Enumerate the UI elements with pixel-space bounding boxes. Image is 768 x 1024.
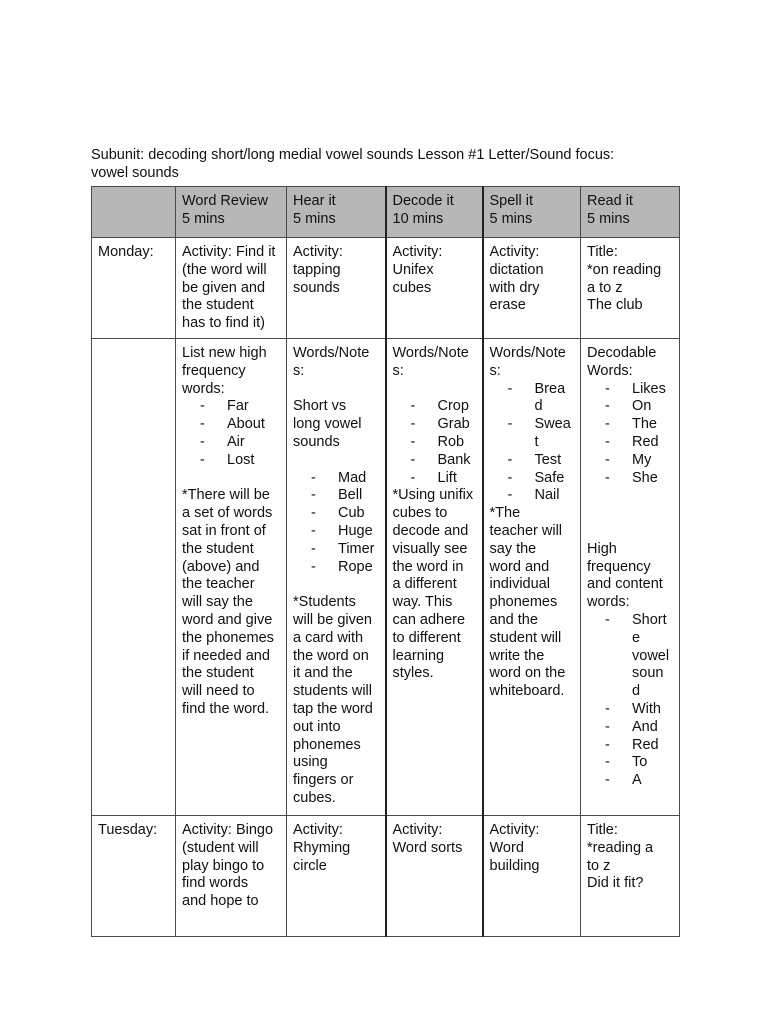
list-item-text: Bank <box>437 451 471 468</box>
word-list <box>293 470 379 577</box>
blank-line <box>587 487 673 505</box>
list-item <box>411 434 476 452</box>
list-item-text: The <box>632 416 657 433</box>
dash-marker: - <box>507 416 513 433</box>
word-list <box>393 398 476 487</box>
dash-marker: - <box>311 505 316 522</box>
note-paragraph: *There will be a set of words sat in front of the student (above) and the teacher will say the word and give the phonemes if needed and the student will need to find the word. <box>182 487 274 717</box>
list-item-text: She <box>632 469 658 486</box>
day-label-notes <box>92 339 176 816</box>
dash-marker: - <box>200 433 205 450</box>
list-item-text: Huge <box>338 522 373 539</box>
list-item-text: Lost <box>227 451 255 468</box>
list-item-text: Test <box>534 451 562 468</box>
list-item <box>508 381 575 417</box>
dash-marker: - <box>200 416 205 433</box>
list-item <box>605 772 673 790</box>
dash-marker: - <box>605 754 610 771</box>
list-item <box>411 452 476 470</box>
day-label-monday: Monday: <box>92 238 176 339</box>
word-list <box>182 398 280 469</box>
list-item-text: Safe <box>534 469 565 486</box>
list-item <box>311 470 379 488</box>
list-item-text: Cub <box>338 505 365 522</box>
header-hear-it: Hear it 5 mins <box>287 187 386 238</box>
list-item-text: Crop <box>437 398 469 415</box>
dash-marker: - <box>410 416 416 433</box>
list-item-text: Grab <box>437 416 470 433</box>
tuesday-decode-it-cell: Activity: Word sorts <box>386 816 483 937</box>
list-item <box>200 398 280 416</box>
monday-decode-it-cell: Activity: Unifex cubes <box>386 238 483 339</box>
corner-header-cell <box>92 187 176 238</box>
monday-read-it-cell: Title: *on reading a to z The club <box>581 238 680 339</box>
note-paragraph: *The teacher will say the word and individual phonemes and the student will write the word on the whiteboard. <box>489 505 566 700</box>
list-item-text: On <box>632 398 652 415</box>
notes-hear-it-cell <box>287 339 386 816</box>
dash-marker: - <box>200 451 205 468</box>
dash-marker: - <box>605 416 610 433</box>
list-item <box>311 541 379 559</box>
list-item-text: About <box>227 416 265 433</box>
note-paragraph: *Using unifix cubes to decode and visually see the word in a different way. This can adhere to different learning styles. <box>392 487 474 682</box>
list-item-text: With <box>632 700 661 717</box>
list-item-text: Bell <box>338 487 363 504</box>
blank-line <box>393 381 476 399</box>
list-item <box>605 754 673 772</box>
dash-marker: - <box>605 718 610 735</box>
dash-marker: - <box>605 398 610 415</box>
dash-marker: - <box>507 469 513 486</box>
list-item-text: And <box>632 718 658 735</box>
word-list <box>587 612 673 790</box>
list-item-text: Lift <box>437 469 457 486</box>
list-item <box>605 701 673 719</box>
header-row <box>92 187 680 238</box>
dash-marker: - <box>311 522 316 539</box>
blank-line <box>293 381 379 399</box>
word-list <box>587 381 673 488</box>
list-item-text: My <box>632 451 652 468</box>
monday-word-review-cell: Activity: Find it (the word will be given and the student has to find it) <box>176 238 287 339</box>
dash-marker: - <box>605 611 610 628</box>
list-item <box>605 719 673 737</box>
tuesday-hear-it-cell: Activity: Rhyming circle <box>287 816 386 937</box>
day-label-tuesday: Tuesday: <box>92 816 176 937</box>
blank-line <box>587 523 673 541</box>
list-item <box>508 487 575 505</box>
list-item <box>200 416 280 434</box>
dash-marker: - <box>410 469 416 486</box>
lesson-label: Lesson #1 <box>417 147 485 163</box>
tuesday-spell-it-cell: Activity: Word building <box>483 816 581 937</box>
word-list <box>490 381 575 506</box>
dash-marker: - <box>605 736 610 753</box>
list-item-text: Red <box>632 433 659 450</box>
notes-decode-it-cell <box>386 339 483 816</box>
notes-read-it-cell <box>581 339 680 816</box>
focus-continuation: vowel sounds <box>91 164 179 181</box>
header-read-it: Read it 5 mins <box>581 187 680 238</box>
note-paragraph: Decodable Words: <box>587 345 657 379</box>
blank-line <box>293 576 379 594</box>
lesson-plan-table <box>91 186 680 937</box>
list-item-text: Mad <box>338 469 367 486</box>
list-item-text: Swea t <box>534 416 571 450</box>
list-item-text: Brea d <box>534 380 566 415</box>
list-item <box>605 398 673 416</box>
tuesday-row <box>92 816 680 937</box>
list-item-text: Short e vowel soun d <box>632 611 670 700</box>
monday-spell-it-cell: Activity: dictation with dry erase <box>483 238 581 339</box>
dash-marker: - <box>311 487 316 504</box>
notes-row <box>92 339 680 816</box>
list-item-text: Timer <box>338 540 375 557</box>
notes-spell-it-cell <box>483 339 581 816</box>
list-item <box>605 452 673 470</box>
focus-label: Letter/Sound focus: <box>488 147 615 163</box>
dash-marker: - <box>605 380 610 397</box>
dash-marker: - <box>410 433 416 450</box>
note-paragraph: High frequency and content words: <box>587 540 663 611</box>
list-item <box>311 487 379 505</box>
blank-line <box>293 452 379 470</box>
list-item <box>605 612 673 701</box>
list-item-text: Likes <box>632 380 666 397</box>
monday-row <box>92 238 680 339</box>
note-paragraph: Words/Note s: <box>293 345 370 379</box>
note-paragraph: *Students will be given a card with the word on it and the students will tap the word out into phonemes using fingers or cubes. <box>293 594 373 806</box>
dash-marker: - <box>605 433 610 450</box>
dash-marker: - <box>410 451 416 468</box>
list-item <box>411 470 476 488</box>
note-paragraph: Words/Note s: <box>392 345 469 379</box>
dash-marker: - <box>507 380 513 397</box>
list-item <box>311 523 379 541</box>
list-item <box>200 434 280 452</box>
dash-marker: - <box>605 451 610 468</box>
dash-marker: - <box>605 469 610 486</box>
header-word-review: Word Review 5 mins <box>176 187 287 238</box>
dash-marker: - <box>410 398 416 415</box>
list-item <box>311 505 379 523</box>
dash-marker: - <box>605 700 610 717</box>
note-paragraph: Words/Note s: <box>489 345 566 379</box>
dash-marker: - <box>507 487 513 504</box>
subunit-label: Subunit: decoding short/long medial vowel sounds <box>91 147 414 163</box>
blank-line <box>182 470 280 488</box>
dash-marker: - <box>200 398 205 415</box>
list-item <box>508 452 575 470</box>
list-item-text: Nail <box>534 487 560 504</box>
list-item <box>508 416 575 452</box>
list-item-text: Red <box>632 736 659 753</box>
list-item <box>605 381 673 399</box>
list-item <box>605 470 673 488</box>
list-item <box>200 452 280 470</box>
list-item <box>311 559 379 577</box>
header-spell-it: Spell it 5 mins <box>483 187 581 238</box>
list-item-text: To <box>632 754 648 771</box>
list-item <box>605 434 673 452</box>
notes-word-review-cell <box>176 339 287 816</box>
tuesday-read-it-cell: Title: *reading a to z Did it fit? <box>581 816 680 937</box>
list-item-text: Far <box>227 398 249 415</box>
page-heading <box>91 147 691 183</box>
list-item <box>605 737 673 755</box>
tuesday-word-review-cell: Activity: Bingo (student will play bingo to find words and hope to <box>176 816 287 937</box>
dash-marker: - <box>605 772 610 789</box>
list-item <box>411 398 476 416</box>
list-item <box>605 416 673 434</box>
note-paragraph: Short vs long vowel sounds <box>293 398 362 450</box>
header-decode-it: Decode it 10 mins <box>386 187 483 238</box>
list-item-text: Rope <box>338 558 373 575</box>
monday-hear-it-cell: Activity: tapping sounds <box>287 238 386 339</box>
blank-line <box>587 505 673 523</box>
dash-marker: - <box>311 558 316 575</box>
dash-marker: - <box>507 451 513 468</box>
list-item <box>411 416 476 434</box>
list-item-text: Rob <box>437 433 465 450</box>
list-item-text: A <box>632 772 642 789</box>
list-item-text: Air <box>227 433 245 450</box>
dash-marker: - <box>311 540 316 557</box>
dash-marker: - <box>311 469 316 486</box>
note-paragraph: List new high frequency words: <box>182 345 267 397</box>
list-item <box>508 470 575 488</box>
